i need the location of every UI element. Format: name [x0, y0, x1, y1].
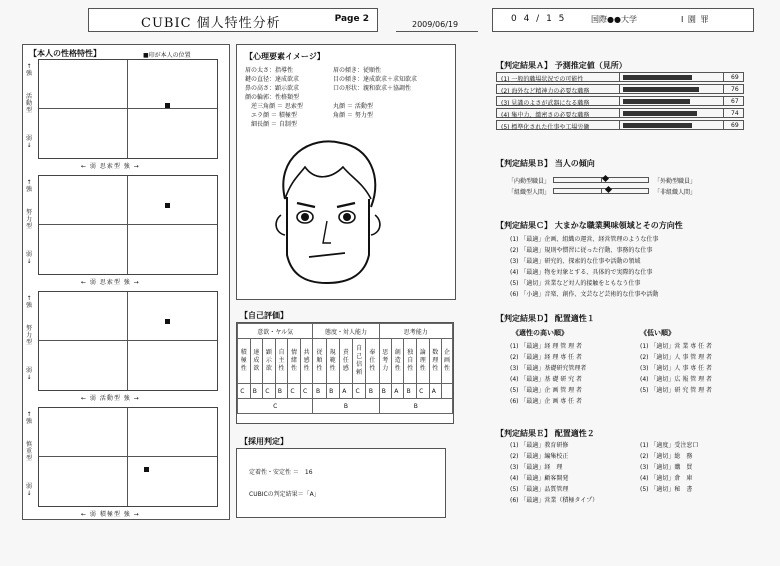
- eval-grade: B: [404, 384, 416, 399]
- eval-column-char: 独: [407, 349, 414, 356]
- eval-column-char: 論: [419, 349, 426, 356]
- psych-row-left: 顔の輪郭：性格類型: [245, 94, 300, 101]
- placement-low-row: (1) 「適切」営 業 専 任 者: [640, 343, 713, 350]
- title-box: [88, 8, 378, 32]
- chart-y-name: 活動型: [25, 93, 32, 114]
- eval-column-char: 性: [290, 365, 297, 372]
- prediction-divider: [619, 85, 620, 93]
- eval-grade: B: [379, 384, 391, 399]
- chart-y-top: ↑ 強: [25, 295, 32, 309]
- placement2-high-row: (2) 「最適」編集校正: [510, 453, 569, 460]
- placement2-high-row: (1) 「最適」教育研修: [510, 442, 569, 449]
- eval-column-char: 性: [278, 365, 285, 372]
- eval-column-label: [300, 339, 313, 384]
- prediction-divider-2: [723, 121, 724, 129]
- eval-column-char: 性: [303, 365, 310, 372]
- eval-column-char: 数: [432, 349, 439, 356]
- tendency-right: 「非組織人間」: [654, 189, 697, 196]
- face-illustration: [271, 137, 383, 287]
- chart-vertical-axis: [127, 176, 128, 274]
- eval-column-char: 感: [342, 365, 349, 372]
- chart-position-marker: [144, 467, 149, 472]
- eval-group-attitude: B: [313, 399, 379, 414]
- placement2-high-row: (3) 「最適」経 理: [510, 464, 563, 471]
- placement2-low-row: (3) 「適切」購 買: [640, 464, 693, 471]
- eval-column-char: 創: [394, 349, 401, 356]
- chart-y-name: 慎重型: [25, 441, 32, 462]
- psych-row-left: 鍵の直径：達成欲求: [245, 76, 300, 83]
- prediction-row: [496, 96, 744, 106]
- placement-high-row: (2) 「最適」経 理 専 任 者: [510, 354, 583, 361]
- tendency-scale: [553, 188, 649, 194]
- eval-grade-empty: [442, 384, 453, 399]
- psych-row-left: 眉の太さ：指導性: [245, 67, 294, 74]
- chart-x-label: ← 弱 積極型 強 →: [81, 511, 140, 518]
- interest-row: (4) 「最適」物を対象とする、具体的で実際的な仕事: [510, 269, 653, 276]
- eval-column-char: 責: [342, 349, 349, 356]
- tendency-midline: [601, 189, 602, 193]
- psych-row-left: 逆三角顔 ＝ 思索型: [251, 103, 303, 110]
- placement-high-row: (6) 「最適」企 画 専 任 者: [510, 398, 583, 405]
- chart-position-marker: [165, 319, 170, 324]
- eval-column-label: [404, 339, 416, 384]
- eval-column-char: 積: [240, 349, 247, 356]
- eval-column-char: 従: [316, 349, 323, 356]
- eval-column-label: [379, 339, 391, 384]
- eval-column-char: 画: [444, 357, 451, 364]
- eval-grade: C: [352, 384, 365, 399]
- prediction-row: [496, 72, 744, 82]
- self-eval-title: 【自己評価】: [240, 311, 288, 320]
- prediction-bar: [623, 123, 692, 128]
- eval-column-char: 主: [278, 357, 285, 364]
- eval-column-char: 任: [342, 357, 349, 364]
- page-number: Page 2: [334, 14, 369, 24]
- eval-column-char: 考: [382, 357, 389, 364]
- chart-y-bottom: 弱 ↓: [25, 135, 32, 149]
- eval-column-char: 奉: [369, 349, 376, 356]
- result-d-title: 【判定結果Ｄ】 配置適性１: [496, 314, 595, 323]
- chart-x-label: ← 弱 思索型 強 →: [81, 163, 140, 170]
- eval-grade: B: [313, 384, 326, 399]
- eval-grade: A: [339, 384, 352, 399]
- chart-y-top: ↑ 強: [25, 179, 32, 193]
- result-c-title: 【判定結果Ｃ】 大まかな職業興味領域とその方向性: [496, 221, 683, 230]
- psych-row-left: 鼻の高さ：顕示欲求: [245, 85, 300, 92]
- date-underline: [396, 31, 478, 32]
- eval-column-char: 規: [329, 349, 336, 356]
- self-eval-table: [237, 323, 453, 414]
- placement2-low-row: (5) 「適切」秘 書: [640, 486, 693, 493]
- chart-y-name: 努力型: [25, 209, 32, 230]
- placement-high-row: (3) 「最適」基礎研究管理者: [510, 365, 587, 372]
- eval-column-label: [352, 339, 365, 384]
- prediction-bar: [623, 111, 697, 116]
- eval-column-char: 性: [444, 365, 451, 372]
- eval-column-label: [313, 339, 326, 384]
- eval-column-label: [366, 339, 379, 384]
- university: 国際●●大学: [591, 15, 637, 24]
- tendency-marker: [602, 175, 609, 182]
- hiring-title: 【採用判定】: [240, 437, 288, 446]
- eval-grade: C: [288, 384, 301, 399]
- placement-high-row: (1) 「最適」経 理 管 理 者: [510, 343, 583, 350]
- trait-chart: [38, 407, 218, 507]
- eval-grade: A: [429, 384, 441, 399]
- eval-column-char: 感: [303, 357, 310, 364]
- eval-grade: C: [300, 384, 313, 399]
- chart-y-bottom: 弱 ↓: [25, 483, 32, 497]
- chart-position-marker: [165, 103, 170, 108]
- prediction-divider-2: [723, 109, 724, 117]
- eval-column-char: 自: [278, 349, 285, 356]
- psych-title: 【心理要素イメージ】: [245, 52, 325, 61]
- psych-row-left: エラ顔 ＝ 積極型: [251, 112, 297, 119]
- trait-chart: [38, 175, 218, 275]
- eval-column-char: 性: [432, 365, 439, 372]
- eval-header-thinking: 思考能力: [379, 324, 452, 339]
- eval-grade: B: [366, 384, 379, 399]
- chart-y-top: ↑ 強: [25, 411, 32, 425]
- eval-column-label: [326, 339, 339, 384]
- placement-high-row: (4) 「最適」基 礎 研 究 者: [510, 376, 583, 383]
- hiring-box: [236, 448, 446, 518]
- eval-column-label: [416, 339, 429, 384]
- eval-column-char: 企: [444, 349, 451, 356]
- eval-column-label: [429, 339, 441, 384]
- tendency-left: 「内勤型職員」: [508, 178, 551, 185]
- tendency-scale: [553, 177, 649, 183]
- eval-group-motivation: C: [238, 399, 313, 414]
- eval-column-char: 示: [265, 357, 272, 364]
- eval-column-char: 造: [394, 357, 401, 364]
- trait-chart: [38, 59, 218, 159]
- eval-column-char: 性: [419, 365, 426, 372]
- eval-column-char: 性: [329, 365, 336, 372]
- chart-vertical-axis: [127, 292, 128, 390]
- eval-column-label: [339, 339, 352, 384]
- eval-column-char: 性: [369, 365, 376, 372]
- prediction-divider: [619, 73, 620, 81]
- hiring-result: CUBICの判定結果＝「A」: [249, 491, 320, 498]
- eval-column-char: 性: [240, 365, 247, 372]
- candidate-number: 0 4 / 1 5: [511, 14, 567, 24]
- prediction-bar: [623, 87, 699, 92]
- eval-grade: B: [326, 384, 339, 399]
- prediction-bar: [623, 75, 692, 80]
- interest-row: (5) 「適切」営業など対人的接触をともなう仕事: [510, 280, 641, 287]
- prediction-label: (3) 見識のよさが武器になる職務: [501, 100, 590, 107]
- prediction-bar: [623, 99, 690, 104]
- self-eval-box: [236, 322, 454, 424]
- prediction-label: (4) 集中力、緻密さの必要な職務: [501, 112, 590, 119]
- eval-grade: B: [250, 384, 262, 399]
- eval-column-char: 共: [303, 349, 310, 356]
- eval-grade: B: [275, 384, 287, 399]
- interest-row: (3) 「最適」研究的、探索的な仕事や活動の領域: [510, 258, 641, 265]
- eval-column-char: 頼: [356, 369, 363, 376]
- eval-grade: C: [238, 384, 251, 399]
- interest-row: (6) 「小適」音楽、創作、文芸など芸術的な仕事や活動: [510, 291, 659, 298]
- eval-header-attitude: 態度・対人能力: [313, 324, 379, 339]
- placement-low-row: (5) 「適切」研 究 管 理 者: [640, 387, 713, 394]
- candidate-box: [492, 8, 754, 32]
- psych-row-right: 眉の傾き：従順性: [333, 67, 382, 74]
- eval-grade: A: [392, 384, 404, 399]
- result-d-low-title: 《低い順》: [640, 329, 675, 337]
- eval-column-char: 性: [407, 365, 414, 372]
- eval-column-label: [250, 339, 262, 384]
- chart-position-marker: [165, 203, 170, 208]
- placement-high-row: (5) 「最適」企 画 管 理 者: [510, 387, 583, 394]
- chart-y-top: ↑ 強: [25, 63, 32, 77]
- eval-column-char: 順: [316, 357, 323, 364]
- eval-header-motivation: 意欲・ヤル気: [238, 324, 313, 339]
- eval-column-char: 仕: [369, 357, 376, 364]
- eval-column-char: 己: [356, 353, 363, 360]
- chart-horizontal-axis: [39, 224, 217, 225]
- tendency-marker: [605, 186, 612, 193]
- prediction-divider-2: [723, 85, 724, 93]
- traits-legend: ■印が本人の位置: [143, 52, 191, 59]
- result-e-title: 【判定結果Ｅ】 配置適性２: [496, 429, 595, 438]
- eval-column-label: [275, 339, 287, 384]
- eval-column-char: 自: [407, 357, 414, 364]
- eval-column-char: 信: [356, 361, 363, 368]
- eval-column-char: 緒: [290, 357, 297, 364]
- prediction-divider: [619, 109, 620, 117]
- chart-y-bottom: 弱 ↓: [25, 367, 32, 381]
- prediction-divider: [619, 97, 620, 105]
- psych-row-left: 細長顔 ＝ 自制型: [251, 121, 297, 128]
- eval-column-char: 理: [419, 357, 426, 364]
- placement-low-row: (3) 「適切」人 事 専 任 者: [640, 365, 713, 372]
- psych-row-right: 目の傾き：達成欲求＋求知欲求: [333, 76, 418, 83]
- eval-group-thinking: B: [379, 399, 452, 414]
- chart-x-label: ← 弱 思索型 強 →: [81, 279, 140, 286]
- traits-panel: [22, 44, 230, 520]
- prediction-label: (5) 標準化された仕事や工場労働: [501, 124, 590, 131]
- interest-row: (1) 「最適」企画、組織の運営、経営管理のような仕事: [510, 236, 659, 243]
- prediction-value: 69: [731, 74, 739, 81]
- eval-column-char: 達: [253, 349, 260, 356]
- eval-column-label: [392, 339, 404, 384]
- result-b-title: 【判定結果Ｂ】 当人の傾向: [496, 159, 595, 168]
- eval-column-label: [288, 339, 301, 384]
- eval-column-char: 欲: [265, 365, 272, 372]
- eval-column-char: 性: [394, 365, 401, 372]
- prediction-label: (2) 海外など精神力の必要な職務: [501, 88, 590, 95]
- placement2-high-row: (6) 「最適」営業（積極タイプ）: [510, 497, 599, 504]
- eval-column-char: 力: [382, 365, 389, 372]
- placement2-high-row: (5) 「最適」品質管理: [510, 486, 569, 493]
- placement2-high-row: (4) 「最適」顧客開発: [510, 475, 569, 482]
- eval-column-char: 範: [329, 357, 336, 364]
- chart-x-label: ← 弱 活動型 強 →: [81, 395, 140, 402]
- eval-grade: C: [263, 384, 276, 399]
- prediction-value: 69: [731, 122, 739, 129]
- result-a-title: 【判定結果Ａ】 予測推定値（見所）: [496, 61, 627, 70]
- eval-column-char: 思: [382, 349, 389, 356]
- prediction-value: 67: [731, 98, 739, 105]
- report-title: CUBIC 個人特性分析: [141, 16, 281, 31]
- eval-column-char: 理: [432, 357, 439, 364]
- prediction-value: 74: [731, 110, 739, 117]
- eval-column-char: 極: [240, 357, 247, 364]
- chart-vertical-axis: [127, 408, 128, 506]
- chart-horizontal-axis: [39, 108, 217, 109]
- tendency-left: 「組織型人間」: [508, 189, 551, 196]
- placement2-low-row: (2) 「適切」総 務: [640, 453, 693, 460]
- psych-row-right: 角顔 ＝ 努力型: [333, 112, 373, 119]
- interest-row: (2) 「最適」規則や慣習に従った行動、事務的な仕事: [510, 247, 653, 254]
- placement-low-row: (4) 「適切」広 報 管 理 者: [640, 376, 713, 383]
- chart-y-name: 努力型: [25, 325, 32, 346]
- eval-column-char: 顕: [265, 349, 272, 356]
- eval-column-char: 性: [316, 365, 323, 372]
- prediction-divider-2: [723, 73, 724, 81]
- eval-column-char: 欲: [253, 365, 260, 372]
- prediction-row: [496, 120, 744, 130]
- candidate-name: I 園 罪: [681, 15, 710, 24]
- prediction-label: (1) 一般的職場状況での可能性: [501, 76, 584, 83]
- report-date: 2009/06/19: [412, 20, 459, 29]
- chart-vertical-axis: [127, 60, 128, 158]
- chart-horizontal-axis: [39, 456, 217, 457]
- eval-grade: C: [416, 384, 429, 399]
- eval-column-char: 情: [290, 349, 297, 356]
- trait-chart: [38, 291, 218, 391]
- eval-column-char: 成: [253, 357, 260, 364]
- result-d-high-title: 《適性の高い順》: [512, 329, 568, 337]
- placement2-low-row: (1) 「適度」受注窓口: [640, 442, 699, 449]
- eval-column-label: [238, 339, 251, 384]
- psych-row-right: 丸顔 ＝ 活動型: [333, 103, 373, 110]
- prediction-divider-2: [723, 97, 724, 105]
- prediction-row: [496, 84, 744, 94]
- psych-row-right: 口の形状：親和欲求＋協調性: [333, 85, 412, 92]
- eval-column-char: 自: [356, 345, 363, 352]
- eval-column-label: [442, 339, 453, 384]
- prediction-value: 76: [731, 86, 739, 93]
- placement2-low-row: (4) 「適切」倉 庫: [640, 475, 693, 482]
- hiring-stability: 定着性・安定性 ＝ 16: [249, 469, 313, 476]
- placement-low-row: (2) 「適切」人 事 管 理 者: [640, 354, 713, 361]
- psych-panel: [236, 44, 456, 300]
- prediction-row: [496, 108, 744, 118]
- tendency-right: 「外勤型職員」: [654, 178, 697, 185]
- traits-title: 【本人の性格特性】: [29, 49, 101, 58]
- eval-column-label: [263, 339, 276, 384]
- chart-horizontal-axis: [39, 340, 217, 341]
- prediction-divider: [619, 121, 620, 129]
- chart-y-bottom: 弱 ↓: [25, 251, 32, 265]
